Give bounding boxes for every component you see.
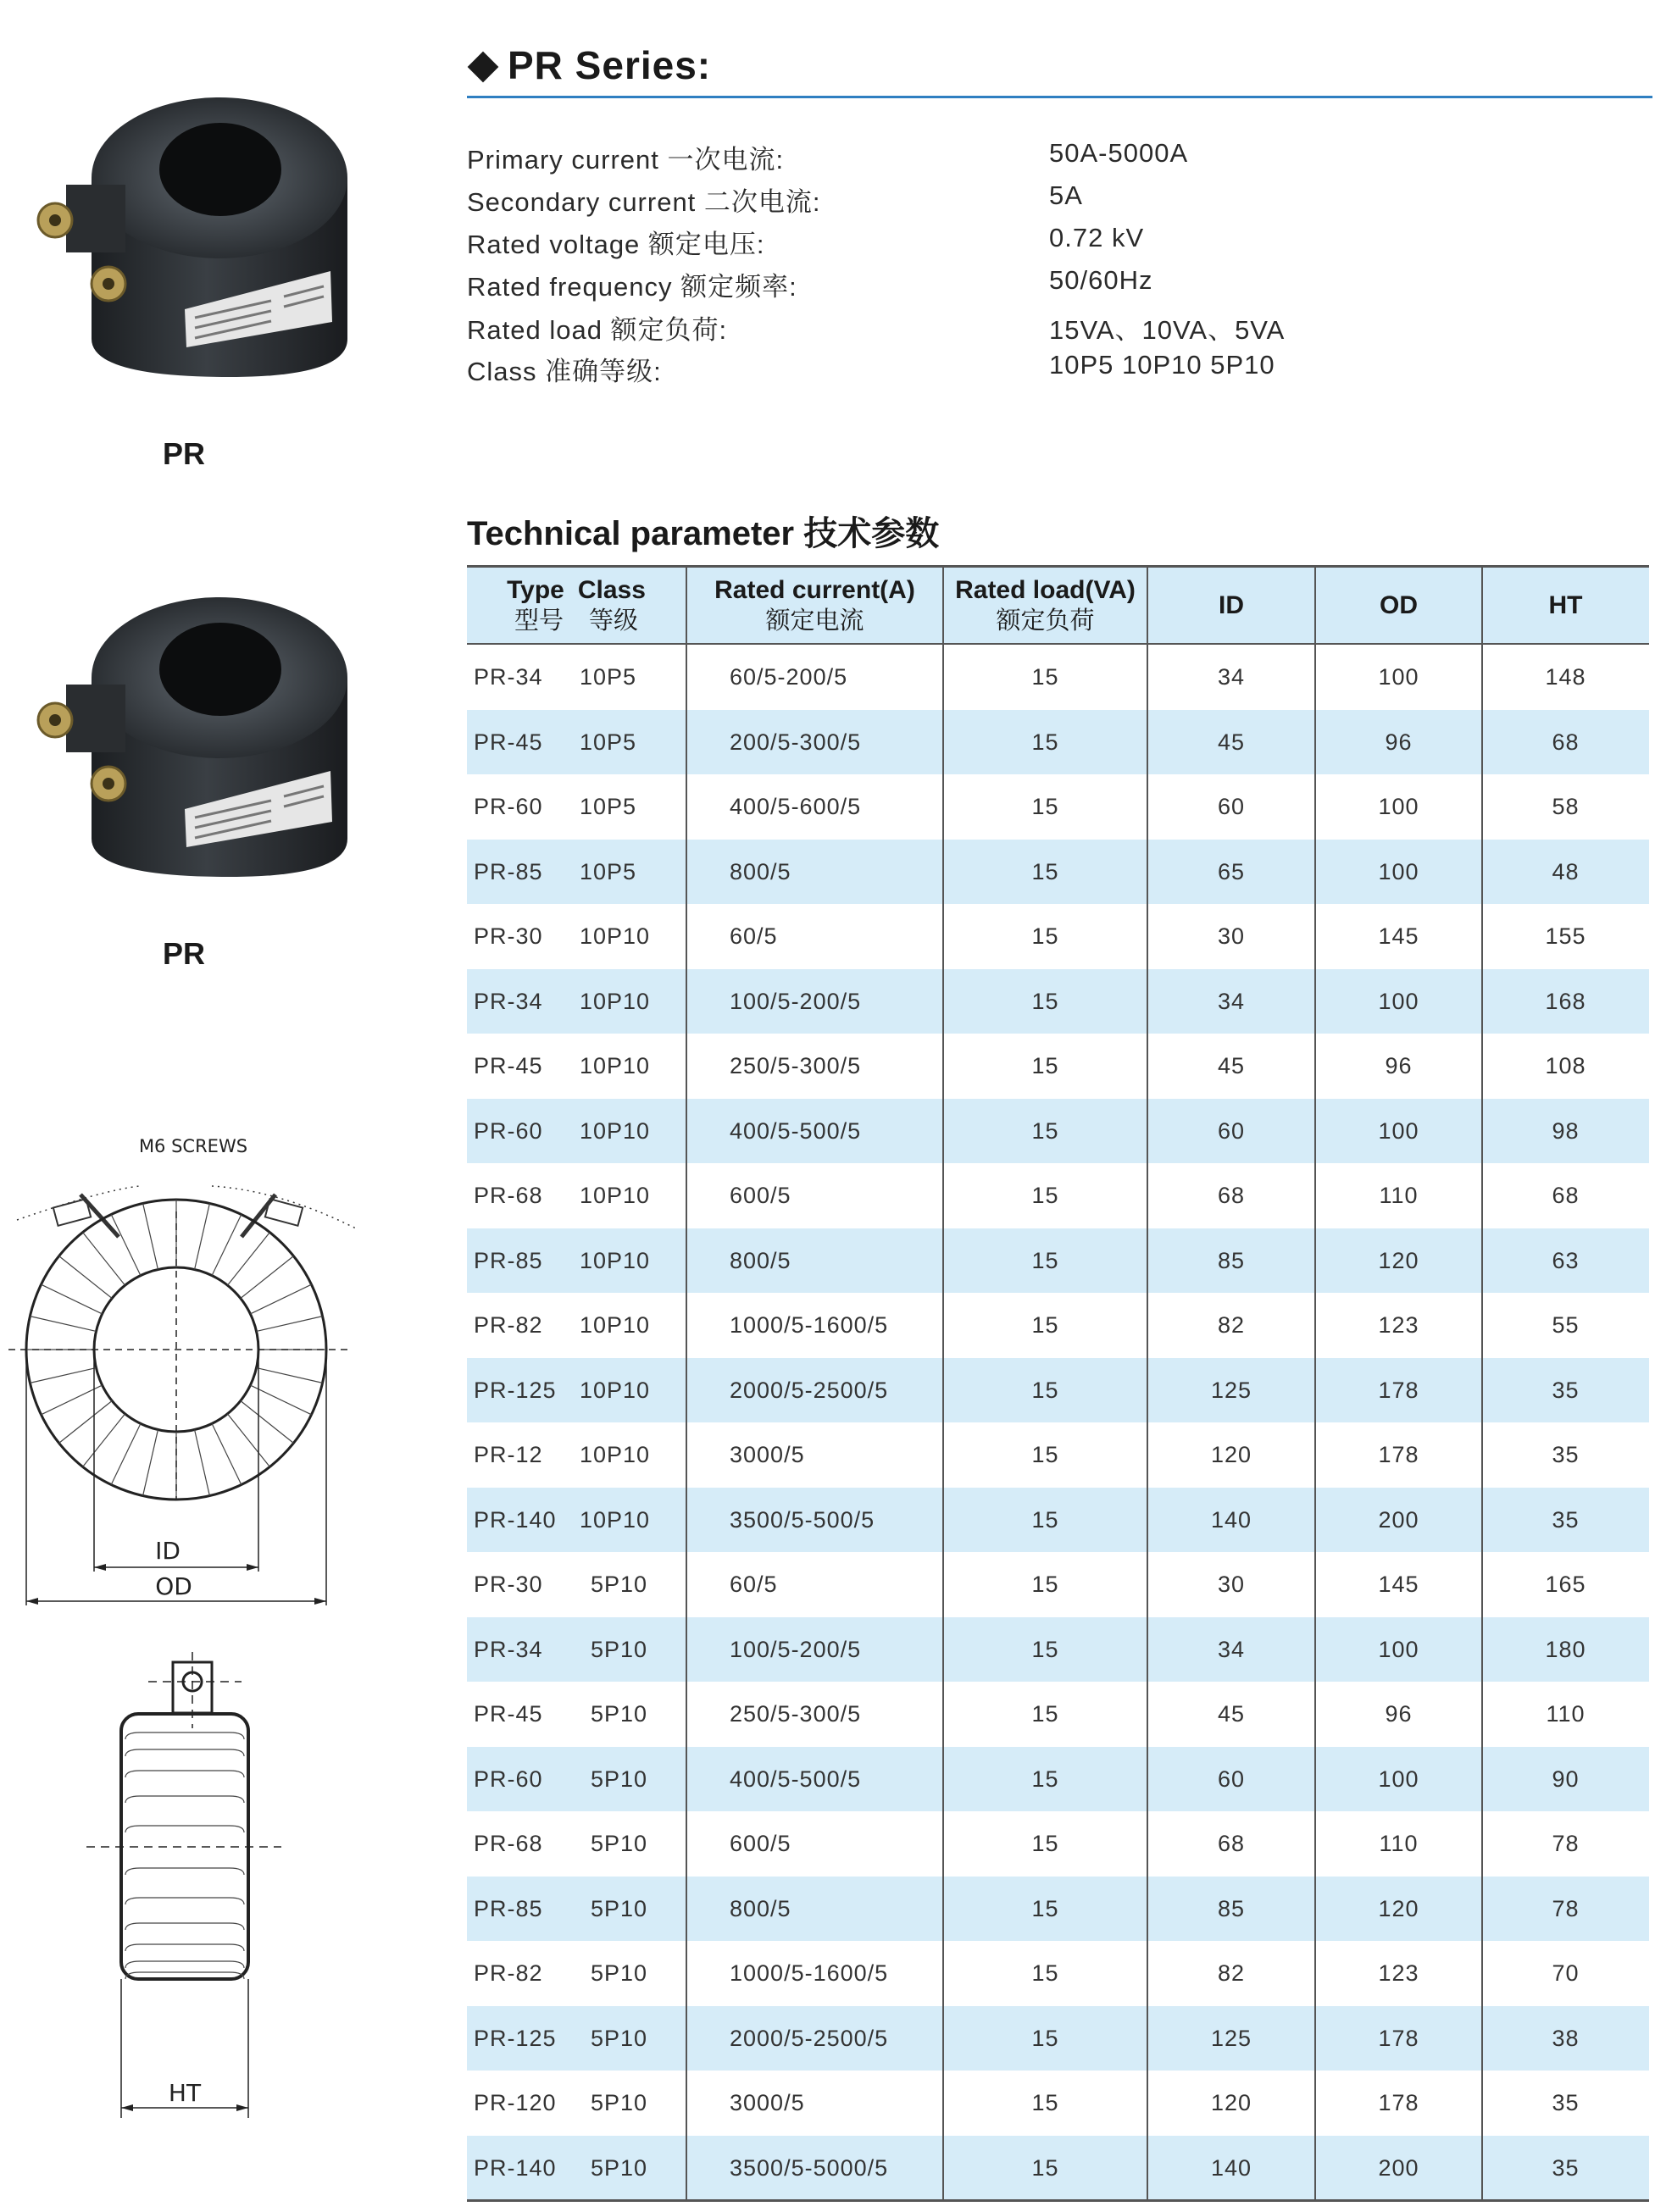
- cell-ht: 68: [1552, 1183, 1580, 1208]
- cell-ht: 155: [1545, 923, 1586, 949]
- cell-type: PR-30: [474, 923, 543, 949]
- cell-rated-current: 250/5-300/5: [730, 1701, 862, 1727]
- cell-id: 60: [1217, 794, 1246, 819]
- cell-rated-load: 15: [1031, 858, 1059, 884]
- cell-ht: 78: [1552, 1831, 1580, 1856]
- cell-od: 200: [1378, 1506, 1419, 1533]
- cell-type: PR-12: [474, 1442, 543, 1467]
- cell-od: 100: [1378, 664, 1419, 690]
- column-divider: [1314, 565, 1316, 2202]
- cell-id: 120: [1210, 1442, 1252, 1467]
- cell-id: 125: [1210, 2025, 1252, 2051]
- cell-class: 10P5: [580, 664, 637, 690]
- cell-id: 30: [1217, 923, 1246, 949]
- cell-rated-current: 250/5-300/5: [730, 1053, 862, 1078]
- cell-class: 5P10: [591, 1895, 648, 1921]
- cell-od: 100: [1378, 1117, 1419, 1144]
- cell-class: 10P10: [580, 1183, 651, 1208]
- cell-od: 145: [1378, 923, 1419, 949]
- spec-label: Rated voltage 额定电压:: [467, 230, 765, 259]
- cell-type: PR-68: [474, 1831, 543, 1856]
- table-row: [467, 1747, 1649, 1812]
- cell-id: 82: [1217, 1960, 1246, 1986]
- cell-rated-load: 15: [1031, 1377, 1059, 1403]
- cell-ht: 90: [1552, 1766, 1580, 1792]
- cell-type: PR-85: [474, 858, 543, 884]
- screws-label: M6 SCREWS: [138, 1136, 248, 1156]
- spec-label: Secondary current 二次电流:: [467, 187, 821, 217]
- cell-od: 110: [1379, 1183, 1419, 1208]
- cell-type: PR-30: [474, 1572, 543, 1597]
- cell-type: PR-68: [474, 1183, 543, 1208]
- spec-value: 15VA、10VA、5VA: [1049, 315, 1286, 345]
- header-od: OD: [1380, 591, 1418, 619]
- cell-type: PR-60: [474, 794, 543, 819]
- table-row: [467, 1228, 1649, 1294]
- cell-class: 5P10: [591, 2025, 648, 2051]
- column-divider: [686, 565, 687, 2202]
- cell-rated-load: 15: [1031, 729, 1059, 755]
- cell-id: 125: [1210, 1377, 1252, 1403]
- cell-ht: 35: [1552, 2090, 1580, 2115]
- table-row: [467, 1811, 1649, 1877]
- cell-rated-load: 15: [1031, 1053, 1059, 1078]
- cell-od: 120: [1378, 1895, 1419, 1921]
- cell-type: PR-34: [474, 1636, 543, 1662]
- cell-type: PR-125: [474, 2025, 557, 2051]
- winding-line: [143, 1203, 158, 1269]
- cell-od: 145: [1378, 1572, 1419, 1597]
- cell-rated-load: 15: [1031, 664, 1059, 690]
- cell-type: PR-60: [474, 1766, 543, 1792]
- cell-class: 5P10: [591, 1701, 648, 1727]
- winding-line: [42, 1284, 103, 1314]
- cell-od: 100: [1378, 1636, 1419, 1662]
- cell-rated-current: 100/5-200/5: [730, 1636, 862, 1662]
- winding-line: [59, 1400, 113, 1443]
- cell-od: 178: [1378, 1442, 1419, 1467]
- spec-label: Primary current 一次电流:: [467, 145, 785, 175]
- table-row: [467, 1099, 1649, 1164]
- cell-od: 96: [1385, 1053, 1413, 1078]
- cell-rated-current: 1000/5-1600/5: [730, 1960, 889, 1986]
- cell-id: 60: [1217, 1766, 1246, 1792]
- table-bottom-rule: [467, 2199, 1649, 2202]
- cell-rated-load: 15: [1031, 1506, 1059, 1533]
- header-id: ID: [1219, 591, 1244, 619]
- cell-class: 10P10: [580, 1053, 651, 1078]
- table-row: [467, 774, 1649, 840]
- cell-type: PR-45: [474, 1053, 543, 1078]
- winding-line: [241, 1400, 294, 1443]
- cell-ht: 58: [1552, 794, 1580, 819]
- cell-od: 178: [1378, 2025, 1419, 2051]
- cell-id: 68: [1217, 1831, 1246, 1856]
- cell-ht: 48: [1552, 858, 1580, 884]
- cell-rated-current: 60/5-200/5: [730, 664, 848, 690]
- header-current-en: Rated current(A): [714, 576, 915, 604]
- spec-value: 10P5 10P10 5P10: [1049, 350, 1275, 380]
- cell-rated-load: 15: [1031, 1766, 1059, 1792]
- table-row: [467, 840, 1649, 905]
- table-row: [467, 1488, 1649, 1553]
- header-class: Class: [577, 576, 646, 604]
- winding-line: [227, 1414, 269, 1467]
- table-row: [467, 1163, 1649, 1228]
- cell-rated-current: 800/5: [730, 1895, 791, 1921]
- cell-ht: 35: [1552, 2154, 1580, 2181]
- spec-label: Rated load 额定负荷:: [467, 315, 728, 345]
- cell-rated-load: 15: [1031, 1960, 1059, 1986]
- winding-line: [42, 1385, 103, 1415]
- cell-od: 96: [1385, 729, 1413, 755]
- cell-rated-current: 2000/5-2500/5: [730, 2025, 889, 2051]
- spec-value: 50A-5000A: [1049, 138, 1189, 168]
- winding-line: [212, 1423, 242, 1484]
- table-row: [467, 1617, 1649, 1683]
- cell-ht: 108: [1545, 1053, 1586, 1078]
- table-header: [467, 565, 1649, 645]
- table-row: [467, 2006, 1649, 2071]
- series-title: [467, 42, 711, 88]
- cell-rated-current: 200/5-300/5: [730, 729, 862, 755]
- winding-line: [250, 1385, 311, 1415]
- cell-class: 10P5: [580, 729, 637, 755]
- header-class-cn: 等级: [589, 607, 639, 635]
- cell-rated-load: 15: [1031, 1312, 1059, 1338]
- cell-rated-load: 15: [1031, 1701, 1059, 1727]
- cell-rated-current: 600/5: [730, 1831, 791, 1856]
- tech-param-table: [467, 565, 1649, 2202]
- cell-id: 82: [1217, 1312, 1246, 1338]
- table-row: [467, 2071, 1649, 2136]
- winding-line: [30, 1368, 96, 1383]
- cell-id: 140: [1210, 2154, 1252, 2181]
- cell-id: 140: [1210, 1506, 1252, 1533]
- cell-od: 120: [1378, 1247, 1419, 1273]
- cell-rated-load: 15: [1031, 794, 1059, 819]
- cell-class: 5P10: [591, 1831, 648, 1856]
- cell-rated-current: 100/5-200/5: [730, 988, 862, 1014]
- cell-rated-load: 15: [1031, 1636, 1059, 1662]
- winding-line: [250, 1284, 311, 1314]
- cell-ht: 98: [1552, 1117, 1580, 1144]
- cell-od: 100: [1378, 794, 1419, 819]
- header-type: Type: [507, 576, 564, 604]
- id-label: ID: [155, 1537, 180, 1565]
- column-divider: [1481, 565, 1483, 2202]
- cell-class: 10P10: [580, 1247, 651, 1273]
- spec-value: 50/60Hz: [1049, 265, 1153, 295]
- cell-od: 100: [1378, 1766, 1419, 1792]
- cell-type: PR-34: [474, 988, 543, 1014]
- cell-id: 45: [1217, 1701, 1246, 1727]
- cell-rated-current: 1000/5-1600/5: [730, 1312, 889, 1338]
- cell-rated-current: 60/5: [730, 923, 778, 949]
- table-row: [467, 1941, 1649, 2006]
- cell-id: 45: [1217, 1053, 1246, 1078]
- photo-label-1: PR: [162, 436, 205, 471]
- winding-line: [227, 1233, 269, 1286]
- cell-id: 85: [1217, 1247, 1246, 1273]
- cell-rated-load: 15: [1031, 923, 1059, 949]
- cell-rated-load: 15: [1031, 2025, 1059, 2051]
- cell-type: PR-125: [474, 1377, 557, 1403]
- cell-od: 100: [1378, 858, 1419, 884]
- photo-label-2: PR: [162, 936, 205, 971]
- cell-class: 10P10: [580, 1442, 651, 1467]
- table-row: [467, 2136, 1649, 2201]
- cell-od: 178: [1378, 1377, 1419, 1403]
- table-row: [467, 1422, 1649, 1488]
- cell-ht: 63: [1552, 1247, 1580, 1273]
- cell-type: PR-60: [474, 1117, 543, 1144]
- cell-od: 178: [1378, 2090, 1419, 2115]
- cell-class: 10P10: [580, 1312, 651, 1338]
- cell-rated-current: 3000/5: [730, 1442, 805, 1467]
- table-row: [467, 645, 1649, 710]
- cell-od: 100: [1378, 988, 1419, 1014]
- cell-rated-current: 800/5: [730, 1247, 791, 1273]
- cell-ht: 68: [1552, 729, 1580, 755]
- cell-type: PR-85: [474, 1895, 543, 1921]
- spec-label: Rated frequency 额定频率:: [467, 272, 797, 302]
- cell-ht: 35: [1552, 1442, 1580, 1467]
- cell-ht: 70: [1552, 1960, 1580, 1986]
- cell-rated-load: 15: [1031, 2154, 1059, 2181]
- header-ht: HT: [1548, 591, 1583, 619]
- cell-type: PR-85: [474, 1247, 543, 1273]
- table-row: [467, 1034, 1649, 1099]
- tech-param-title: Technical parameter 技术参数: [467, 515, 940, 552]
- table-row: [467, 1358, 1649, 1423]
- cell-type: PR-82: [474, 1312, 543, 1338]
- cell-rated-current: 800/5: [730, 858, 791, 884]
- cell-ht: 38: [1552, 2025, 1580, 2051]
- column-divider: [1147, 565, 1148, 2202]
- winding-line: [257, 1368, 323, 1383]
- winding-line: [59, 1256, 113, 1299]
- cell-class: 10P10: [580, 1117, 651, 1144]
- cell-rated-load: 15: [1031, 2090, 1059, 2115]
- cell-ht: 78: [1552, 1895, 1580, 1921]
- cell-rated-load: 15: [1031, 1442, 1059, 1467]
- cell-rated-current: 400/5-500/5: [730, 1117, 862, 1144]
- cell-class: 10P10: [580, 923, 651, 949]
- table-row: [467, 969, 1649, 1034]
- cell-type: PR-45: [474, 729, 543, 755]
- series-title-text: PR Series:: [508, 43, 712, 87]
- header-type-cn: 型号: [514, 607, 564, 635]
- od-label: OD: [155, 1572, 192, 1600]
- cell-rated-current: 3500/5-500/5: [730, 1506, 875, 1533]
- cell-ht: 165: [1545, 1572, 1586, 1597]
- cell-ht: 180: [1545, 1636, 1586, 1662]
- winding-line: [241, 1256, 294, 1299]
- cell-rated-load: 15: [1031, 1183, 1059, 1208]
- cell-class: 10P5: [580, 858, 637, 884]
- cell-rated-load: 15: [1031, 1247, 1059, 1273]
- winding-line: [111, 1215, 141, 1276]
- winding-line: [83, 1414, 125, 1467]
- product-photo-1: [17, 85, 356, 390]
- cell-class: 5P10: [591, 2154, 648, 2181]
- cell-id: 45: [1217, 729, 1246, 755]
- cell-class: 10P10: [580, 1506, 651, 1533]
- cell-rated-current: 60/5: [730, 1572, 778, 1597]
- cell-class: 10P5: [580, 794, 637, 819]
- cell-od: 123: [1378, 1960, 1419, 1986]
- front-view-diagram: [0, 1110, 373, 1618]
- winding-line: [195, 1430, 210, 1496]
- cell-rated-load: 15: [1031, 1831, 1059, 1856]
- cell-ht: 110: [1546, 1701, 1586, 1727]
- cell-rated-current: 400/5-600/5: [730, 794, 862, 819]
- cell-type: PR-34: [474, 664, 543, 690]
- winding-line: [257, 1317, 323, 1332]
- cell-id: 65: [1217, 858, 1246, 884]
- cell-class: 5P10: [591, 1572, 648, 1597]
- cell-rated-load: 15: [1031, 1572, 1059, 1597]
- cell-id: 34: [1217, 1636, 1246, 1662]
- side-view-diagram: [76, 1652, 330, 2126]
- cell-ht: 148: [1545, 664, 1586, 690]
- winding-line: [30, 1317, 96, 1332]
- table-row: [467, 904, 1649, 969]
- cell-rated-current: 3000/5: [730, 2090, 805, 2115]
- cell-id: 85: [1217, 1895, 1246, 1921]
- cell-rated-current: 400/5-500/5: [730, 1766, 862, 1792]
- header-type-class: [467, 568, 686, 644]
- cell-rated-current: 3500/5-5000/5: [730, 2154, 889, 2181]
- cell-od: 110: [1379, 1831, 1419, 1856]
- cell-ht: 35: [1552, 1377, 1580, 1403]
- cell-ht: 35: [1552, 1506, 1580, 1533]
- winding-line: [212, 1215, 242, 1276]
- cell-type: PR-45: [474, 1701, 543, 1727]
- winding-line: [143, 1430, 158, 1496]
- table-row: [467, 1877, 1649, 1942]
- cell-od: 96: [1385, 1701, 1413, 1727]
- spec-value: 0.72 kV: [1049, 223, 1145, 252]
- table-row: [467, 1682, 1649, 1747]
- cell-class: 5P10: [591, 1636, 648, 1662]
- cell-type: PR-120: [474, 2090, 557, 2115]
- winding-line: [195, 1203, 210, 1269]
- cell-id: 34: [1217, 988, 1246, 1014]
- column-divider: [942, 565, 944, 2202]
- cell-class: 10P10: [580, 1377, 651, 1403]
- cell-ht: 55: [1552, 1312, 1580, 1338]
- ht-label: HT: [168, 2079, 202, 2107]
- title-divider: [467, 96, 1652, 98]
- cell-id: 68: [1217, 1183, 1246, 1208]
- cell-rated-current: 2000/5-2500/5: [730, 1377, 889, 1403]
- header-load-en: Rated load(VA): [955, 576, 1136, 604]
- cell-class: 5P10: [591, 1960, 648, 1986]
- cell-type: PR-140: [474, 1506, 557, 1533]
- cell-rated-load: 15: [1031, 1117, 1059, 1144]
- cell-type: PR-140: [474, 2154, 557, 2181]
- diamond-bullet-icon: [468, 51, 499, 82]
- header-load: [943, 568, 1147, 644]
- cell-class: 10P10: [580, 988, 651, 1014]
- winding-line: [111, 1423, 141, 1484]
- header-current-cn: 额定电流: [765, 607, 864, 635]
- cell-class: 5P10: [591, 2090, 648, 2115]
- table-row: [467, 1552, 1649, 1617]
- cell-od: 200: [1378, 2154, 1419, 2181]
- cell-ht: 168: [1545, 988, 1586, 1014]
- table-row: [467, 1293, 1649, 1358]
- cell-rated-load: 15: [1031, 1895, 1059, 1921]
- cell-id: 34: [1217, 664, 1246, 690]
- cell-id: 120: [1210, 2090, 1252, 2115]
- cell-id: 30: [1217, 1572, 1246, 1597]
- spec-value: 5A: [1049, 180, 1083, 210]
- product-photo-2: [17, 585, 356, 890]
- header-current: [686, 568, 943, 644]
- cell-type: PR-82: [474, 1960, 543, 1986]
- cell-rated-current: 600/5: [730, 1183, 791, 1208]
- cell-class: 5P10: [591, 1766, 648, 1792]
- spec-label: Class 准确等级:: [467, 357, 662, 386]
- cell-rated-load: 15: [1031, 988, 1059, 1014]
- header-load-cn: 额定负荷: [996, 607, 1095, 635]
- table-row: [467, 710, 1649, 775]
- cell-id: 60: [1217, 1117, 1246, 1144]
- winding-line: [83, 1233, 125, 1286]
- cell-od: 123: [1378, 1312, 1419, 1338]
